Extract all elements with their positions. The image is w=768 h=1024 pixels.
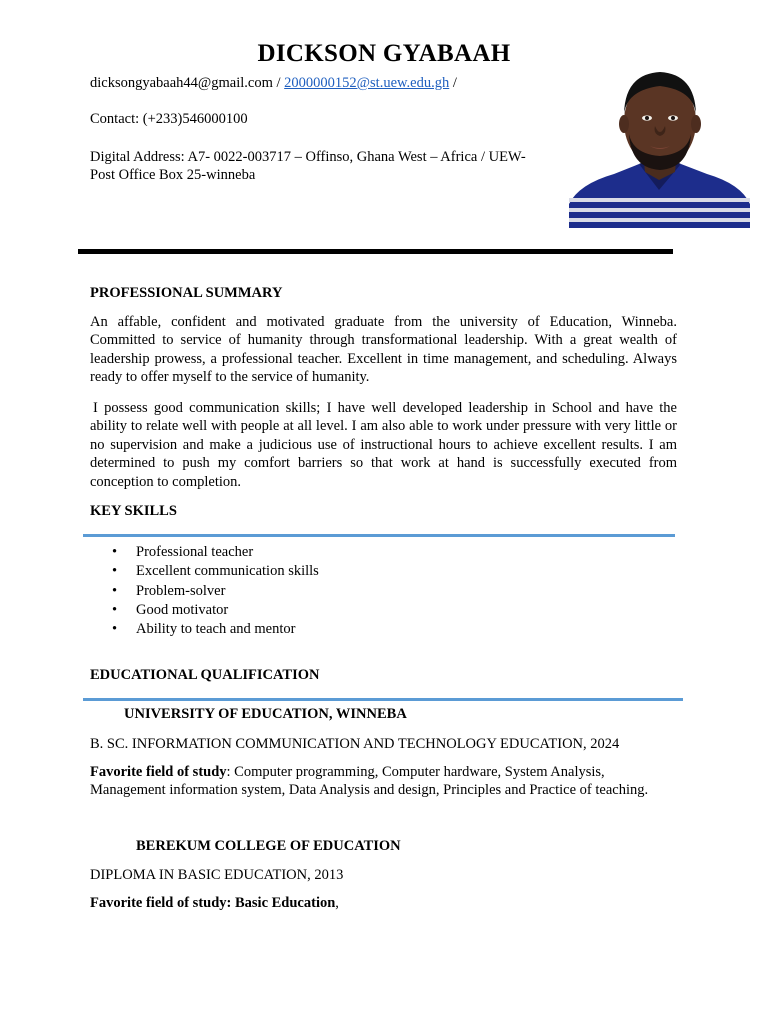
degree-title: B. SC. INFORMATION COMMUNICATION AND TECHNOLOGY EDUCATION, 2024 — [90, 736, 620, 752]
field-of-study-line — [90, 894, 339, 912]
skill-label: Good motivator — [136, 601, 229, 618]
skill-item — [112, 582, 319, 601]
skill-label: Professional teacher — [136, 544, 254, 560]
field-of-study-line-2: Management information system, Data Analysis and design, Principles and Practice of teaching. — [90, 782, 649, 798]
address-line-1: Digital Address: A7- 0022-003717 – Offinso, Ghana West – Africa / UEW- — [90, 149, 526, 165]
email-primary: dicksongyabaah44@gmail.com — [90, 75, 273, 91]
skill-label: Problem-solver — [136, 582, 226, 599]
skill-item — [112, 620, 319, 639]
bullet-icon: • — [112, 582, 118, 599]
skills-heading: KEY SKILLS — [90, 503, 177, 519]
contact-phone: Contact: (+233)546000100 — [90, 111, 248, 127]
email-line — [90, 74, 457, 92]
email-separator: / — [276, 75, 281, 91]
skill-item — [112, 601, 319, 620]
skill-item — [112, 562, 319, 581]
address-line-2: Post Office Box 25-winneba — [90, 167, 256, 183]
bullet-icon: • — [112, 563, 118, 580]
field-of-study-line-1 — [90, 763, 605, 781]
header-divider — [78, 249, 673, 254]
field-of-study-label: Favorite field of study: Basic Education — [90, 895, 336, 911]
education-heading: EDUCATIONAL QUALIFICATION — [90, 667, 320, 683]
summary-heading: PROFESSIONAL SUMMARY — [90, 285, 283, 301]
skills-list — [112, 543, 319, 639]
institution-name: UNIVERSITY OF EDUCATION, WINNEBA — [124, 706, 407, 722]
bullet-icon: • — [112, 544, 118, 560]
skill-item — [112, 543, 319, 562]
education-divider — [83, 698, 683, 701]
field-of-study-value: , — [335, 895, 339, 911]
institution-name: BEREKUM COLLEGE OF EDUCATION — [136, 838, 401, 854]
profile-photo-graphic — [569, 56, 750, 228]
summary-paragraph-1: An affable, confident and motivated graduate from the university of Education, Winneba. Committed to service of humanity through transformational leadership. With a great wealth of leadership prowess, a professional teacher. Excellent in time management, and scheduling. Always ready to offer myself to the service of humanity. — [90, 314, 677, 386]
skills-divider — [83, 534, 675, 537]
resume-name: DICKSON GYABAAH — [257, 40, 511, 67]
skill-label: Ability to teach and mentor — [136, 621, 296, 638]
email-school-link[interactable]: 2000000152@st.uew.edu.gh — [284, 75, 450, 91]
bullet-icon: • — [112, 601, 118, 618]
email-separator-trailing: / — [452, 75, 457, 91]
profile-photo — [569, 56, 750, 228]
field-of-study-value: : Computer programming, Computer hardware, System Analysis, — [226, 764, 605, 780]
bullet-icon: • — [112, 621, 118, 638]
skill-label: Excellent communication skills — [136, 563, 319, 580]
summary-paragraph-2: I possess good communication skills; I have well developed leadership in School and have the ability to relate well with people at all level. I am also able to work under pressure with very little or no supervision and make a judicious use of instructional hours to achieve excellent results. I am determined to push my comfort barriers so that work at hand is successfully executed from conception to completion. — [90, 400, 677, 490]
field-of-study-label: Favorite field of study — [90, 764, 227, 780]
degree-title: DIPLOMA IN BASIC EDUCATION, 2013 — [90, 867, 344, 883]
